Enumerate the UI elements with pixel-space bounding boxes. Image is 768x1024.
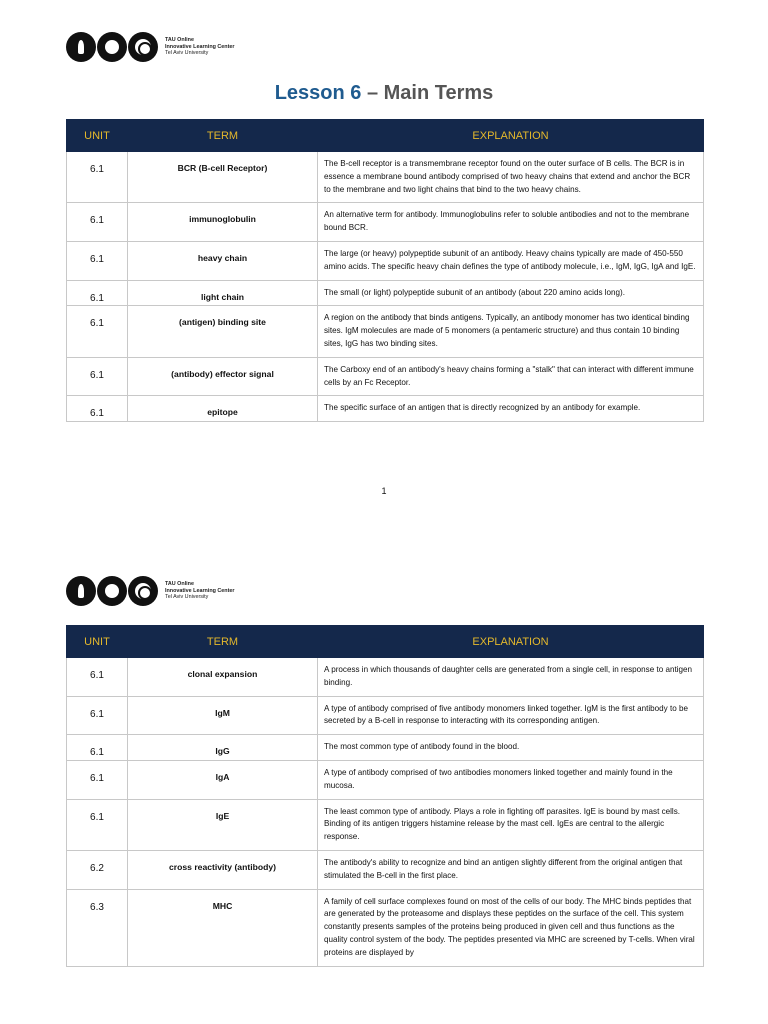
- logo-text: TAU Online Innovative Learning Center Tel Aviv University: [165, 581, 235, 601]
- unit-cell: 6.1: [67, 241, 128, 280]
- explanation-cell: A type of antibody comprised of five antibody monomers linked together. IgM is the first antibody to be secreted by a B-cell in response to interacting with its corresponding antigen.: [318, 696, 704, 735]
- unit-header: UNIT: [67, 120, 128, 152]
- table-row: [67, 280, 704, 306]
- explanation-header: EXPLANATION: [318, 120, 704, 152]
- page-number: 1: [381, 486, 387, 496]
- unit-cell: 6.1: [67, 280, 128, 306]
- unit-cell: 6.1: [67, 658, 128, 697]
- table-row: [67, 241, 704, 280]
- unit-cell: 6.2: [67, 850, 128, 889]
- table-row: [67, 850, 704, 889]
- explanation-cell: A process in which thousands of daughter cells are generated from a single cell, in response to antigen binding.: [318, 658, 704, 697]
- term-cell: light chain: [128, 280, 318, 306]
- explanation-cell: The large (or heavy) polypeptide subunit of an antibody. Heavy chains typically are made of 450-550 amino acids. The specific heavy chain defines the type of antibody molecule, i.e., IgM, IgG, IgA and IgE.: [318, 241, 704, 280]
- explanation-cell: The specific surface of an antigen that is directly recognized by an antibody for example.: [318, 396, 704, 422]
- term-cell: IgG: [128, 735, 318, 761]
- tau-logo: [66, 32, 235, 62]
- table-row: [67, 889, 704, 966]
- logo-text: TAU Online Innovative Learning Center Tel Aviv University: [165, 37, 235, 57]
- explanation-cell: An alternative term for antibody. Immunoglobulins refer to soluble antibodies and not to the membrane bound BCR.: [318, 203, 704, 242]
- table-row: [67, 203, 704, 242]
- term-cell: IgM: [128, 696, 318, 735]
- terms-table: [66, 625, 704, 967]
- explanation-cell: The B-cell receptor is a transmembrane receptor found on the outer surface of B cells. The BCR is in essence a membrane bound antibody comprised of two heavy chains that extend and anchor the BCR to the membrane and two light chains that bind to the two heavy chains.: [318, 152, 704, 203]
- explanation-header: EXPLANATION: [318, 626, 704, 658]
- term-cell: BCR (B-cell Receptor): [128, 152, 318, 203]
- unit-cell: 6.1: [67, 760, 128, 799]
- ring-icon: [97, 32, 127, 62]
- terms-table: [66, 119, 704, 422]
- explanation-cell: The Carboxy end of an antibody's heavy chains forming a "stalk" that can interact with different immune cells by an Fc Receptor.: [318, 357, 704, 396]
- unit-cell: 6.1: [67, 203, 128, 242]
- explanation-cell: A family of cell surface complexes found on most of the cells of our body. The MHC binds peptides that are generated by the proteasome and displays these peptides on the surface of the cell. This system constantly presents samples of the proteins being produced in given cell and thus functions as the quality control system of the body. The peptides presented via MHC are screened by T-cells. When viral proteins are displayed by: [318, 889, 704, 966]
- explanation-cell: The antibody's ability to recognize and bind an antigen slightly different from the original antigen that stimulated the B-cell in the first place.: [318, 850, 704, 889]
- ring-icon: [128, 576, 158, 606]
- term-cell: (antigen) binding site: [128, 306, 318, 357]
- unit-cell: 6.1: [67, 357, 128, 396]
- term-header: TERM: [128, 120, 318, 152]
- term-header: TERM: [128, 626, 318, 658]
- unit-cell: 6.1: [67, 306, 128, 357]
- unit-cell: 6.1: [67, 396, 128, 422]
- ring-icon: [97, 576, 127, 606]
- table-row: [67, 658, 704, 697]
- unit-cell: 6.1: [67, 735, 128, 761]
- explanation-cell: A type of antibody comprised of two antibodies monomers linked together and mainly found in the mucosa.: [318, 760, 704, 799]
- explanation-cell: The least common type of antibody. Plays a role in fighting off parasites. IgE is bound by mast cells. Binding of its antigen triggers histamine release by the mast cell. IgEs are central to the allergic response.: [318, 799, 704, 850]
- university-emblem-icon: [66, 576, 96, 606]
- term-cell: clonal expansion: [128, 658, 318, 697]
- table-row: [67, 152, 704, 203]
- table-row: [67, 799, 704, 850]
- table-row: [67, 357, 704, 396]
- explanation-cell: A region on the antibody that binds antigens. Typically, an antibody monomer has two identical binding sites. IgM molecules are made of 5 monomers (a pentameric structure) and thus contain 10 binding sites, IgG has two binding sites.: [318, 306, 704, 357]
- term-cell: MHC: [128, 889, 318, 966]
- ring-icon: [128, 32, 158, 62]
- unit-cell: 6.1: [67, 696, 128, 735]
- unit-cell: 6.1: [67, 152, 128, 203]
- page-title: Lesson 6 – Main Terms: [274, 82, 494, 104]
- tau-logo: [66, 576, 235, 606]
- unit-cell: 6.1: [67, 799, 128, 850]
- table-row: [67, 735, 704, 761]
- table-row: [67, 696, 704, 735]
- explanation-cell: The most common type of antibody found in the blood.: [318, 735, 704, 761]
- term-cell: heavy chain: [128, 241, 318, 280]
- table-row: [67, 306, 704, 357]
- term-cell: IgA: [128, 760, 318, 799]
- unit-cell: 6.3: [67, 889, 128, 966]
- term-cell: (antibody) effector signal: [128, 357, 318, 396]
- unit-header: UNIT: [67, 626, 128, 658]
- explanation-cell: The small (or light) polypeptide subunit of an antibody (about 220 amino acids long).: [318, 280, 704, 306]
- term-cell: epitope: [128, 396, 318, 422]
- table-row: [67, 396, 704, 422]
- table-row: [67, 760, 704, 799]
- term-cell: cross reactivity (antibody): [128, 850, 318, 889]
- term-cell: immunoglobulin: [128, 203, 318, 242]
- term-cell: IgE: [128, 799, 318, 850]
- university-emblem-icon: [66, 32, 96, 62]
